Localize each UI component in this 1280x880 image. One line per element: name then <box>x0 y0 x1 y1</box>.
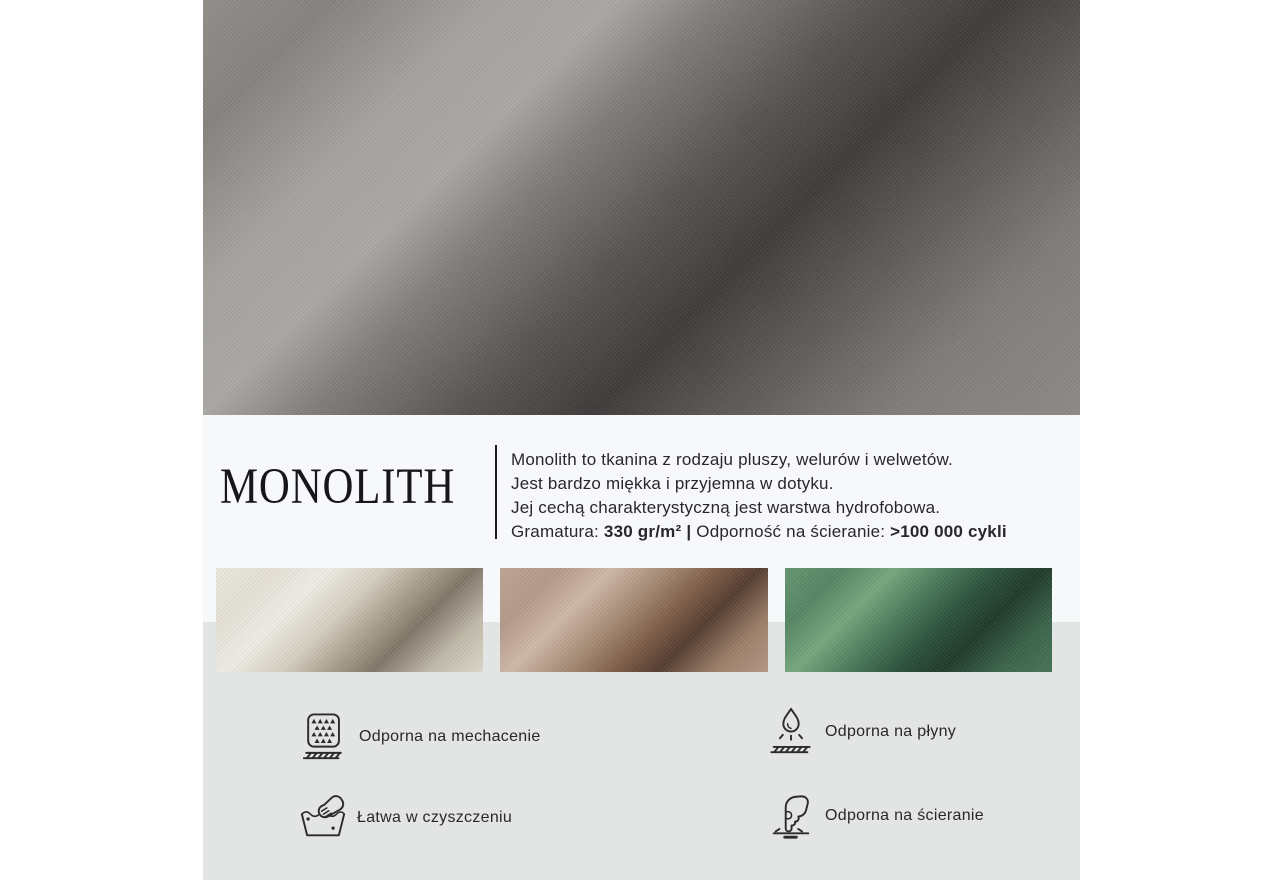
fabric-noise-texture <box>203 0 1080 415</box>
swatch-cream <box>216 568 483 672</box>
fabric-noise-texture <box>785 568 1052 672</box>
anti-pilling-icon <box>300 709 350 765</box>
description-line: Jest bardzo miękka i przyjemna w dotyku. <box>511 474 834 493</box>
feature-label: Odporna na mechacenie <box>359 728 541 745</box>
hero-fabric-image <box>203 0 1080 415</box>
abrasion-value: >100 000 cykli <box>890 522 1007 541</box>
weight-label: Gramatura: <box>511 522 599 541</box>
vertical-divider <box>495 445 497 539</box>
abrasion-resistant-icon <box>766 788 816 844</box>
weight-value: 330 gr/m² <box>603 522 682 541</box>
product-description <box>511 448 1007 544</box>
feature-label: Odporna na płyny <box>825 723 957 740</box>
fabric-noise-texture <box>216 568 483 672</box>
product-title: MONOLITH <box>220 459 456 515</box>
description-line: Monolith to tkanina z rodzaju pluszy, welurów i welwetów. <box>511 450 953 469</box>
feature-label: Odporna na ścieranie <box>825 807 984 824</box>
swatch-rose-beige <box>500 568 768 672</box>
easy-cleaning-icon <box>298 790 348 846</box>
liquid-resistant-icon <box>766 704 816 760</box>
swatch-bottle-green <box>785 568 1052 672</box>
feature-label: Łatwa w czyszczeniu <box>357 809 513 826</box>
feature-liquid-resistant <box>766 702 956 762</box>
feature-abrasion-resistant <box>766 786 984 846</box>
feature-anti-pilling <box>300 707 541 767</box>
specs-separator: | <box>686 522 692 541</box>
specs-line <box>511 520 1007 544</box>
fabric-noise-texture <box>500 568 768 672</box>
feature-easy-cleaning <box>298 788 512 848</box>
abrasion-label: Odporność na ścieranie: <box>696 522 886 541</box>
description-line: Jej cechą charakterystyczną jest warstwa hydrofobowa. <box>511 498 941 517</box>
